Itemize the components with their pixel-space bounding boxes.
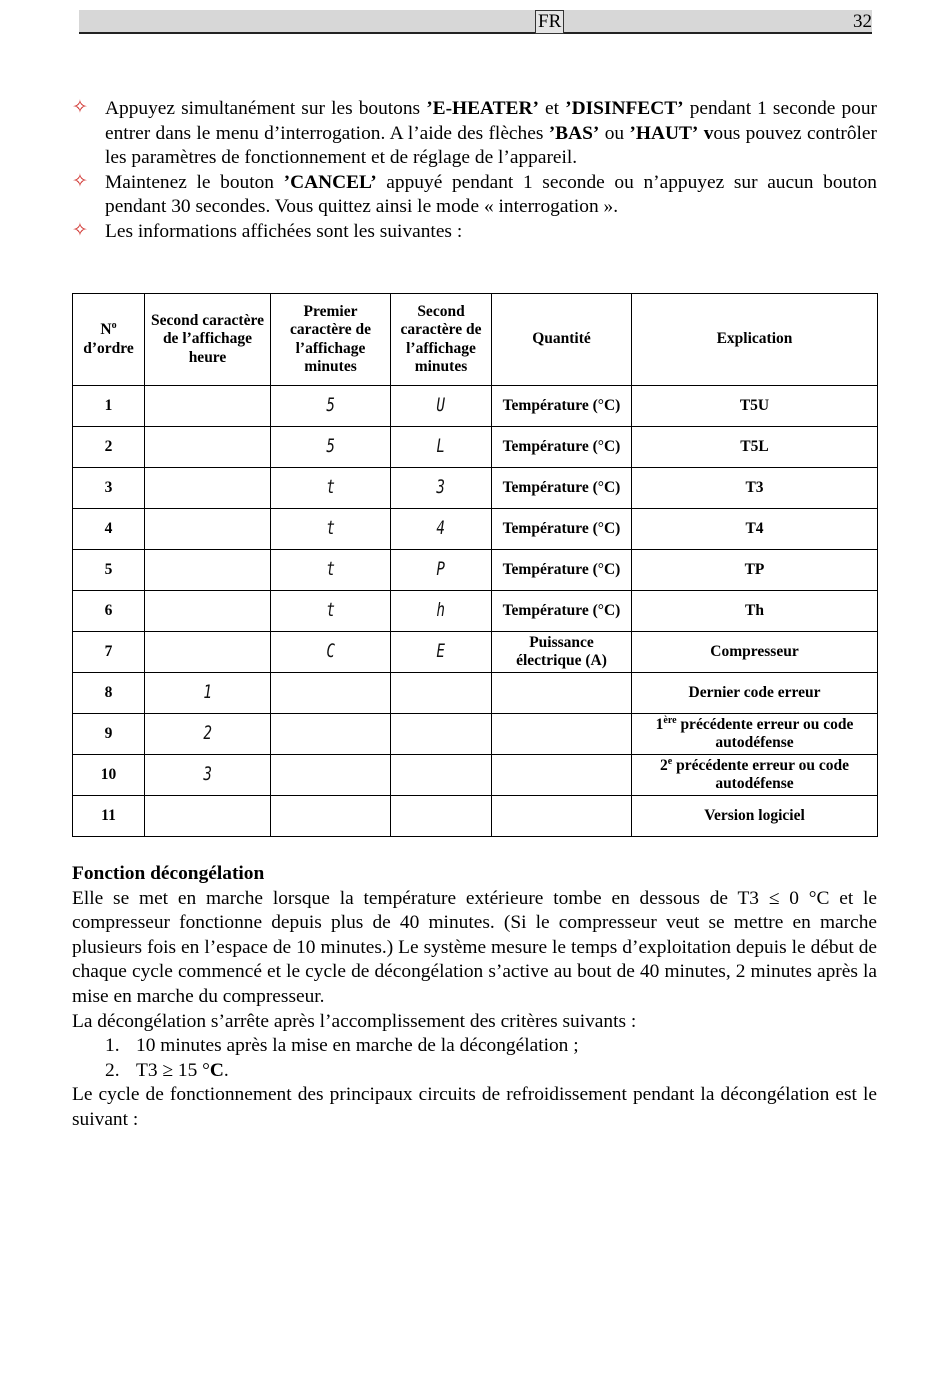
cell-quantity — [492, 714, 632, 755]
cell-hour-char: 1 — [145, 673, 271, 714]
table-row — [73, 550, 878, 591]
cell-min2-char: 4 — [391, 509, 492, 550]
diamond-bullet-icon: ✧ — [72, 97, 88, 118]
cell-quantity — [492, 673, 632, 714]
cell-quantity: Température (°C) — [492, 509, 632, 550]
cell-hour-char — [145, 509, 271, 550]
cell-quantity: Température (°C) — [492, 427, 632, 468]
list-item: ✧ Appuyez simultanément sur les boutons ’E-HEATER’ et ’DISINFECT’ pendant 1 seconde pour entrer dans le menu d’interrogation. A l’aide des flèches ’BAS’ ou ’HAUT’ vous pouvez contrôler les paramètres de fonctionnement et de réglage de l’appareil. — [72, 97, 877, 169]
cell-explanation: T5L — [632, 427, 878, 468]
header-order-number: $N^o$ d’ordre — [73, 294, 145, 386]
cell-min1-char: 5 — [271, 386, 391, 427]
cell-quantity: Température (°C) — [492, 550, 632, 591]
cell-min2-char — [391, 755, 492, 796]
cell-order-number: 4 — [73, 509, 145, 550]
cell-quantity — [492, 755, 632, 796]
cell-min1-char: t — [271, 550, 391, 591]
table-row — [73, 591, 878, 632]
defrost-section — [72, 862, 877, 1133]
cell-hour-char — [145, 796, 271, 837]
cell-order-number: 1 — [73, 386, 145, 427]
table-row — [73, 509, 878, 550]
section-title: Fonction décongélation — [72, 863, 265, 884]
page-header — [79, 10, 872, 34]
header-explanation: Explication — [632, 294, 878, 386]
cell-hour-char — [145, 427, 271, 468]
cell-order-number: 5 — [73, 550, 145, 591]
cell-hour-char: 3 — [145, 755, 271, 796]
table-row — [73, 386, 878, 427]
cell-min1-char — [271, 673, 391, 714]
cell-min2-char — [391, 714, 492, 755]
cell-min1-char: t — [271, 468, 391, 509]
cell-order-number: 7 — [73, 632, 145, 673]
diamond-bullet-icon: ✧ — [72, 170, 88, 192]
cell-quantity: Température (°C) — [492, 468, 632, 509]
cell-min1-char — [271, 796, 391, 837]
instruction-list — [72, 97, 877, 245]
cell-min1-char — [271, 714, 391, 755]
cell-min2-char: U — [391, 386, 492, 427]
header-minutes-second-char: Second caractère de l’affichage minutes — [391, 294, 492, 386]
defrost-criteria-list — [72, 1034, 877, 1083]
cell-explanation: T4 — [632, 509, 878, 550]
cell-order-number: 8 — [73, 673, 145, 714]
cell-min1-char: t — [271, 591, 391, 632]
diamond-bullet-icon: ✧ — [72, 219, 88, 241]
page-number: 32 — [853, 11, 872, 32]
cell-min2-char: L — [391, 427, 492, 468]
cell-order-number: 6 — [73, 591, 145, 632]
list-item: 1. 10 minutes après la mise en marche de la décongélation ; — [105, 1035, 579, 1057]
list-item: ✧ Les informations affichées sont les suivantes : — [72, 219, 463, 242]
cell-min2-char — [391, 796, 492, 837]
table-header-row — [73, 294, 878, 386]
cell-explanation: Dernier code erreur — [632, 673, 878, 714]
defrost-paragraph-2: La décongélation s’arrête après l’accomplissement des critères suivants : — [72, 1010, 637, 1032]
cell-min1-char — [271, 755, 391, 796]
cell-min1-char: C — [271, 632, 391, 673]
cell-hour-char — [145, 591, 271, 632]
header-hour-second-char: Second caractère de l’affichage heure — [145, 294, 271, 386]
cell-quantity: Puissance électrique (A) — [492, 632, 632, 673]
table-row — [73, 755, 878, 796]
header-quantity: Quantité — [492, 294, 632, 386]
defrost-paragraph-1: Elle se met en marche lorsque la température extérieure tombe en dessous de T3 ≤ 0 °C et le compresseur fonctionne depuis plus de 40 minutes. (Si le compresseur veut se mettre en marche plusieurs fois en l’espace de 10 minutes.) Le système mesure le temps d’exploitation depuis le début de chaque cycle commencé et le cycle de décongélation s’active au bout de 40 minutes, 2 minutes après la mise en marche du compresseur. — [72, 887, 877, 1007]
cell-explanation: Version logiciel — [632, 796, 878, 837]
cell-min2-char: h — [391, 591, 492, 632]
cell-order-number: 3 — [73, 468, 145, 509]
list-item: 2. T3 ≥ 15 °C. — [105, 1059, 229, 1081]
cell-hour-char: 2 — [145, 714, 271, 755]
cell-min1-char: 5 — [271, 427, 391, 468]
cell-explanation: T5U — [632, 386, 878, 427]
cell-hour-char — [145, 386, 271, 427]
cell-hour-char — [145, 550, 271, 591]
cell-quantity: Température (°C) — [492, 591, 632, 632]
cell-quantity: Température (°C) — [492, 386, 632, 427]
cell-explanation: 1ère précédente erreur ou code autodéfense — [632, 714, 878, 755]
table-row — [73, 714, 878, 755]
cell-quantity — [492, 796, 632, 837]
table-row — [73, 796, 878, 837]
cell-min2-char: E — [391, 632, 492, 673]
cell-explanation: TP — [632, 550, 878, 591]
defrost-paragraph-3: Le cycle de fonctionnement des principaux circuits de refroidissement pendant la décongélation est le suivant : — [72, 1084, 877, 1130]
cell-order-number: 9 — [73, 714, 145, 755]
cell-order-number: 11 — [73, 796, 145, 837]
cell-min2-char: P — [391, 550, 492, 591]
cell-explanation: Compresseur — [632, 632, 878, 673]
cell-hour-char — [145, 468, 271, 509]
table-row — [73, 468, 878, 509]
cell-explanation: T3 — [632, 468, 878, 509]
header-minutes-first-char: Premier caractère de l’affichage minutes — [271, 294, 391, 386]
list-item: ✧ Maintenez le bouton ’CANCEL’ appuyé pendant 1 seconde ou n’appuyez sur aucun bouton pendant 30 secondes. Vous quittez ainsi le mode « interrogation ». — [72, 170, 877, 218]
cell-hour-char — [145, 632, 271, 673]
cell-min2-char: 3 — [391, 468, 492, 509]
table-row — [73, 427, 878, 468]
parameter-table — [72, 293, 878, 837]
cell-explanation: 2e précédente erreur ou code autodéfense — [632, 755, 878, 796]
cell-order-number: 10 — [73, 755, 145, 796]
cell-min2-char — [391, 673, 492, 714]
table-row — [73, 673, 878, 714]
language-label: FR — [535, 10, 564, 34]
cell-order-number: 2 — [73, 427, 145, 468]
cell-min1-char: t — [271, 509, 391, 550]
cell-explanation: Th — [632, 591, 878, 632]
table-row — [73, 632, 878, 673]
